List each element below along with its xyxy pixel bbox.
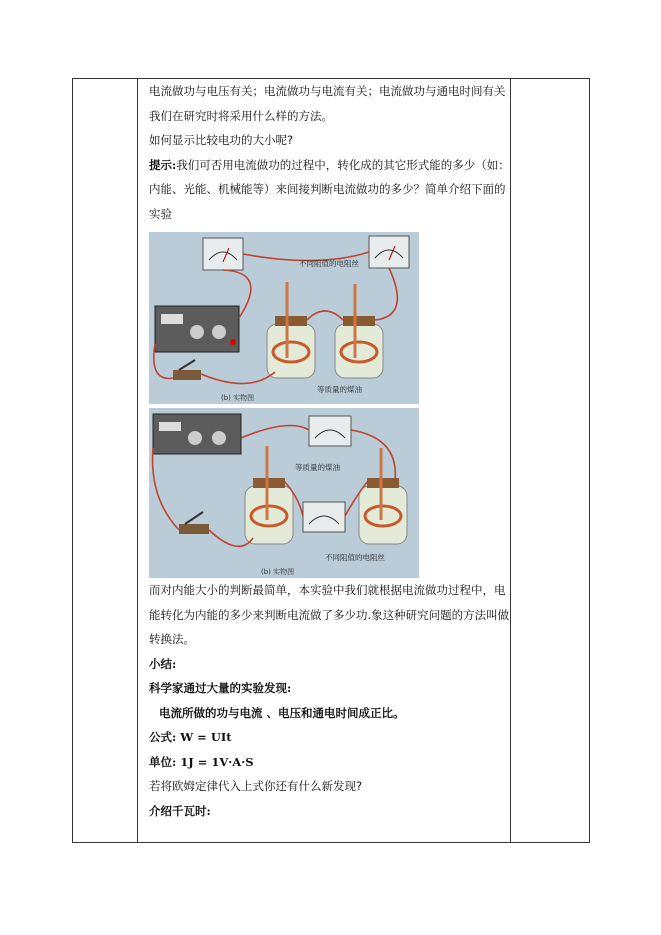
ammeter-right-icon xyxy=(369,236,409,268)
line-method: 我们在研究时将采用什么样的方法。 xyxy=(149,108,333,123)
ammeter-bottom-icon xyxy=(303,502,345,532)
formula-line xyxy=(149,725,511,750)
law-line: 电流所做的功与电流 、电压和通电时间成正比。 xyxy=(159,705,405,720)
line-factors: 电流做功与电压有关；电流做功与电流有关；电流做功与通电时间有关 xyxy=(149,84,506,98)
summary-heading: 小结: xyxy=(149,656,177,671)
unit-value: 1J = 1V·A·S xyxy=(180,754,254,769)
voltmeter-top-icon xyxy=(309,416,351,446)
figure1-caption: (b) 实物图 xyxy=(221,394,255,402)
ammeter-left-icon xyxy=(203,238,243,270)
unit-line xyxy=(149,750,511,775)
tip-label: 提示: xyxy=(149,157,177,172)
figure1-label-top: 不同阻值的电阻丝 xyxy=(299,259,359,268)
power-supply-icon xyxy=(155,306,239,352)
tip-paragraph xyxy=(149,153,511,227)
scientist-line: 科学家通过大量的实验发现: xyxy=(149,681,292,695)
figure2-label-bottom: 不同阻值的电阻丝 xyxy=(325,553,385,562)
figure2-label-top: 等质量的煤油 xyxy=(295,463,340,472)
formula-label: 公式: xyxy=(149,730,177,744)
line-question: 如何显示比较电功的大小呢? xyxy=(149,133,294,147)
content-cell xyxy=(143,79,511,823)
kwh-heading: 介绍千瓦时: xyxy=(149,803,211,818)
column-divider-1 xyxy=(137,79,138,842)
experiment-figure-1 xyxy=(149,232,419,404)
tip-text: 我们可否用电流做功的过程中，转化成的其它形式能的多少（如：内能、光能、机械能等）来间接判断电流做功的多少？简单介绍下面的实验 xyxy=(149,157,510,221)
conversion-paragraph: 而对内能大小的判断最简单，本实验中我们就根据电流做功过程中，电能转化为内能的多少来判断电流做了多少功.象这种研究问题的方法叫做转换法。 xyxy=(149,583,510,646)
power-supply-icon xyxy=(153,414,241,454)
lesson-table xyxy=(72,78,590,843)
figure1-label-bottom: 等质量的煤油 xyxy=(317,385,362,394)
formula-value: W = UIt xyxy=(180,730,232,744)
ohm-question: 若将欧姆定律代入上式你还有什么新发现? xyxy=(149,779,363,793)
figure2-caption: (b) 实物图 xyxy=(261,568,295,576)
experiment-figure-2 xyxy=(149,408,419,578)
unit-label: 单位: xyxy=(149,754,177,769)
